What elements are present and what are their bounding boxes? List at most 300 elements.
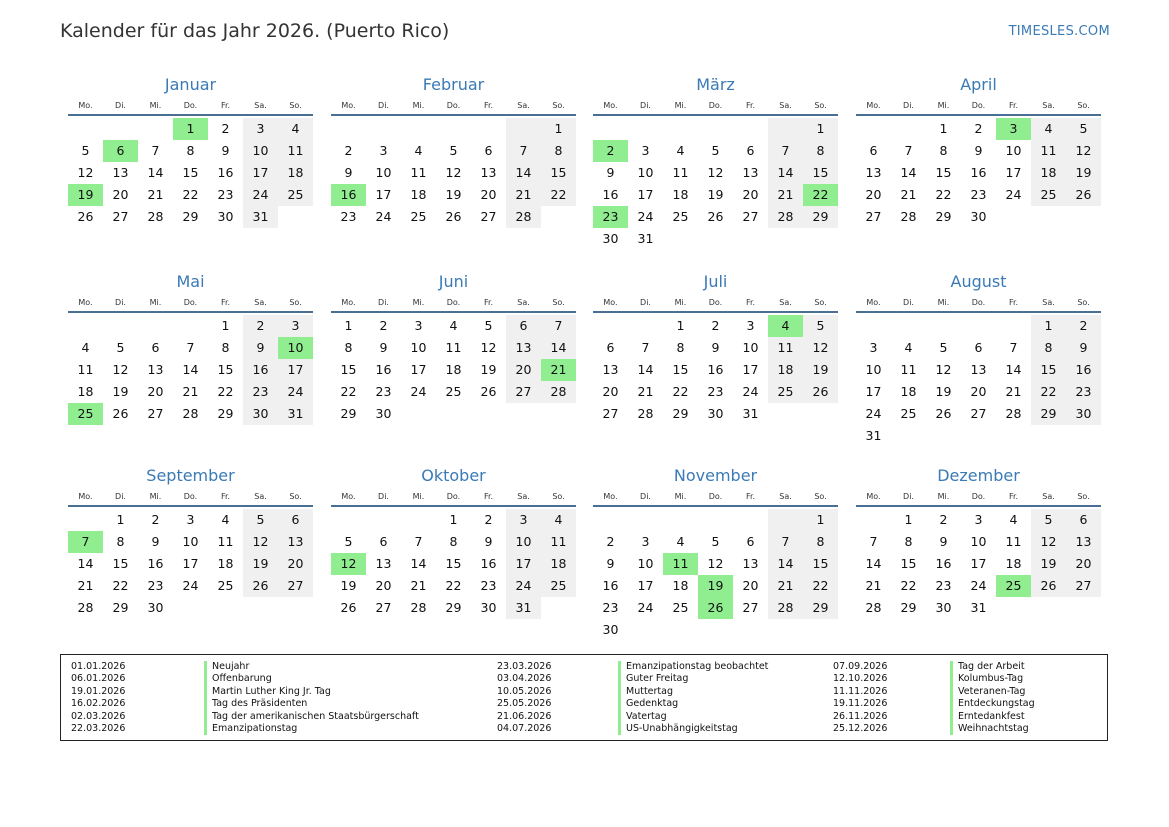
day-cell: 29 [803, 206, 838, 228]
empty-cell [1031, 425, 1066, 447]
day-cell: 19 [480, 362, 497, 377]
holiday-name: Erntedankfest [950, 711, 1035, 723]
empty-cell [856, 315, 891, 337]
day-cell: 10 [182, 534, 199, 549]
day-grid [331, 509, 576, 619]
day-cell: 20 [375, 578, 392, 593]
day-cell: 24 [637, 600, 654, 615]
empty-cell [68, 509, 103, 531]
day-cell: 20 [742, 578, 759, 593]
empty-cell [961, 315, 996, 337]
day-cell: 20 [602, 384, 619, 399]
weekday-label: So. [1077, 101, 1090, 110]
day-cell: 4 [414, 143, 423, 158]
weekday-label: Mo. [866, 492, 881, 501]
day-cell: 12 [1066, 140, 1101, 162]
holiday-date: 07.09.2026 [833, 661, 888, 672]
day-cell: 2 [484, 512, 493, 527]
weekday-label: Mi. [674, 492, 687, 501]
weekday-header [856, 97, 1101, 116]
weekday-label: So. [289, 101, 302, 110]
day-cell: 27 [970, 406, 987, 421]
day-cell: 11 [410, 165, 427, 180]
day-cell: 25 [996, 575, 1031, 597]
day-grid [593, 315, 838, 425]
day-cell: 13 [375, 556, 392, 571]
empty-cell [243, 597, 278, 619]
month-name: August [950, 272, 1007, 291]
holiday-name: Vatertag [618, 711, 768, 723]
empty-cell [436, 118, 471, 140]
day-cell: 14 [865, 556, 882, 571]
day-cell: 3 [641, 143, 650, 158]
weekday-label: Fr. [220, 101, 231, 110]
month-januar [68, 74, 313, 228]
day-cell: 23 [340, 209, 357, 224]
empty-cell [593, 118, 628, 140]
day-cell: 11 [768, 337, 803, 359]
weekday-label: Sa. [779, 298, 792, 307]
day-cell: 31 [865, 428, 882, 443]
day-cell: 1 [803, 118, 838, 140]
day-cell: 4 [449, 318, 458, 333]
holiday-name: Offenbarung [204, 673, 419, 685]
day-cell: 29 [900, 600, 917, 615]
holiday-names-col-1 [204, 661, 419, 735]
day-cell: 15 [445, 556, 462, 571]
day-cell: 29 [935, 209, 952, 224]
empty-cell [698, 509, 733, 531]
empty-cell [593, 509, 628, 531]
day-cell: 31 [970, 600, 987, 615]
day-cell: 8 [803, 140, 838, 162]
empty-cell [138, 118, 173, 140]
day-cell: 1 [116, 512, 125, 527]
day-cell: 10 [410, 340, 427, 355]
day-cell: 7 [506, 140, 541, 162]
empty-cell [768, 228, 803, 250]
weekday-header [331, 488, 576, 507]
empty-cell [891, 315, 926, 337]
weekday-label: Mo. [866, 101, 881, 110]
day-cell: 22 [900, 578, 917, 593]
weekday-label: Sa. [254, 101, 267, 110]
day-cell: 31 [278, 403, 313, 425]
day-cell: 16 [602, 187, 619, 202]
day-cell: 9 [1066, 337, 1101, 359]
day-cell: 9 [379, 340, 388, 355]
day-cell: 11 [672, 165, 689, 180]
day-cell: 21 [506, 184, 541, 206]
empty-cell [138, 315, 173, 337]
day-cell: 5 [243, 509, 278, 531]
weekday-label: Fr. [1008, 298, 1019, 307]
holiday-name: Emanzipationstag beobachtet [618, 661, 768, 673]
day-cell: 3 [506, 509, 541, 531]
weekday-label: Do. [708, 298, 723, 307]
day-cell: 3 [869, 340, 878, 355]
day-cell: 11 [1005, 534, 1022, 549]
day-cell: 7 [151, 143, 160, 158]
weekday-label: Do. [183, 101, 198, 110]
holiday-name: Muttertag [618, 686, 768, 698]
weekday-label: Di. [115, 492, 126, 501]
weekday-label: Do. [971, 298, 986, 307]
day-cell: 8 [541, 140, 576, 162]
day-cell: 12 [445, 165, 462, 180]
holiday-date: 21.06.2026 [497, 710, 552, 722]
holiday-names-col-2 [618, 661, 768, 735]
month-juli [593, 271, 838, 425]
day-cell: 3 [746, 318, 755, 333]
day-cell: 1 [541, 118, 576, 140]
day-cell: 10 [506, 531, 541, 553]
day-cell: 12 [112, 362, 129, 377]
day-grid [856, 118, 1101, 228]
day-cell: 12 [803, 337, 838, 359]
day-cell: 11 [541, 531, 576, 553]
holiday-date: 16.02.2026 [71, 698, 126, 710]
day-cell: 27 [480, 209, 497, 224]
day-cell: 26 [480, 384, 497, 399]
day-cell: 16 [480, 556, 497, 571]
day-cell: 7 [904, 143, 913, 158]
day-cell: 10 [375, 165, 392, 180]
day-cell: 26 [1066, 184, 1101, 206]
day-cell: 9 [243, 337, 278, 359]
holiday-date: 19.11.2026 [833, 698, 888, 710]
holiday-date: 10.05.2026 [497, 685, 552, 697]
weekday-header [68, 294, 313, 313]
day-cell: 31 [742, 406, 759, 421]
day-cell: 12 [707, 165, 724, 180]
empty-cell [996, 315, 1031, 337]
day-cell: 19 [1066, 162, 1101, 184]
day-cell: 14 [147, 165, 164, 180]
weekday-label: Sa. [517, 492, 530, 501]
day-cell: 17 [278, 359, 313, 381]
weekday-label: Do. [446, 298, 461, 307]
day-cell: 3 [996, 118, 1031, 140]
day-cell: 19 [112, 384, 129, 399]
day-cell: 14 [900, 165, 917, 180]
day-cell: 18 [672, 187, 689, 202]
empty-cell [891, 118, 926, 140]
empty-cell [663, 118, 698, 140]
day-cell: 26 [935, 406, 952, 421]
day-cell: 24 [506, 575, 541, 597]
empty-cell [698, 619, 733, 641]
day-cell: 10 [1005, 143, 1022, 158]
empty-cell [436, 403, 471, 425]
holiday-name: Martin Luther King Jr. Tag [204, 686, 419, 698]
holiday-legend [60, 654, 1108, 741]
day-cell: 12 [1031, 531, 1066, 553]
empty-cell [628, 619, 663, 641]
day-cell: 5 [344, 534, 353, 549]
weekday-label: Sa. [254, 298, 267, 307]
day-cell: 27 [865, 209, 882, 224]
day-cell: 6 [484, 143, 493, 158]
day-cell: 1 [803, 509, 838, 531]
day-cell: 21 [410, 578, 427, 593]
day-cell: 28 [182, 406, 199, 421]
day-cell: 30 [935, 600, 952, 615]
day-cell: 11 [1031, 140, 1066, 162]
day-cell: 30 [602, 231, 619, 246]
day-cell: 21 [77, 578, 94, 593]
holiday-date: 12.10.2026 [833, 673, 888, 685]
day-cell: 7 [541, 315, 576, 337]
day-cell: 18 [1005, 556, 1022, 571]
day-cell: 9 [606, 165, 615, 180]
day-cell: 9 [711, 340, 720, 355]
weekday-label: Fr. [1008, 101, 1019, 110]
weekday-label: Mi. [149, 298, 162, 307]
weekday-label: Di. [378, 298, 389, 307]
weekday-label: Mi. [937, 492, 950, 501]
day-cell: 4 [541, 509, 576, 531]
day-cell: 1 [449, 512, 458, 527]
day-cell: 14 [77, 556, 94, 571]
day-cell: 22 [935, 187, 952, 202]
weekday-label: Sa. [1042, 492, 1055, 501]
weekday-label: Sa. [517, 298, 530, 307]
day-cell: 19 [698, 575, 733, 597]
empty-cell [1066, 425, 1101, 447]
day-cell: 28 [865, 600, 882, 615]
day-cell: 3 [278, 315, 313, 337]
day-cell: 16 [707, 362, 724, 377]
empty-cell [768, 403, 803, 425]
day-cell: 29 [445, 600, 462, 615]
day-cell: 19 [445, 187, 462, 202]
empty-cell [996, 597, 1031, 619]
brand-logo-text[interactable]: TIMESLES.COM [1008, 24, 1110, 39]
holiday-date: 01.01.2026 [71, 661, 126, 672]
day-cell: 18 [541, 553, 576, 575]
weekday-label: Do. [183, 492, 198, 501]
weekday-label: Fr. [745, 101, 756, 110]
day-cell: 8 [344, 340, 353, 355]
day-cell: 5 [711, 143, 720, 158]
weekday-label: So. [1077, 492, 1090, 501]
day-cell: 23 [707, 384, 724, 399]
day-cell: 11 [663, 553, 698, 575]
day-cell: 14 [768, 553, 803, 575]
weekday-label: Sa. [779, 101, 792, 110]
day-cell: 10 [637, 165, 654, 180]
day-cell: 25 [541, 575, 576, 597]
day-cell: 26 [698, 597, 733, 619]
day-cell: 16 [375, 362, 392, 377]
day-cell: 12 [77, 165, 94, 180]
weekday-label: Mi. [149, 101, 162, 110]
empty-cell [593, 315, 628, 337]
weekday-label: So. [552, 101, 565, 110]
day-cell: 26 [1031, 575, 1066, 597]
empty-cell [733, 509, 768, 531]
day-cell: 23 [147, 578, 164, 593]
weekday-label: Di. [115, 101, 126, 110]
day-cell: 23 [217, 187, 234, 202]
weekday-label: Sa. [779, 492, 792, 501]
day-cell: 11 [445, 340, 462, 355]
weekday-label: Do. [446, 492, 461, 501]
day-cell: 25 [445, 384, 462, 399]
weekday-label: Fr. [745, 492, 756, 501]
day-cell: 2 [379, 318, 388, 333]
day-grid [68, 315, 313, 425]
day-cell: 19 [803, 359, 838, 381]
weekday-label: So. [814, 101, 827, 110]
day-cell: 15 [182, 165, 199, 180]
weekday-label: Sa. [517, 101, 530, 110]
weekday-label: Mo. [603, 101, 618, 110]
holiday-dates-col-1 [71, 661, 125, 735]
day-grid [68, 118, 313, 228]
day-cell: 2 [974, 121, 983, 136]
empty-cell [208, 597, 243, 619]
weekday-label: Mo. [341, 492, 356, 501]
day-cell: 15 [541, 162, 576, 184]
day-cell: 26 [77, 209, 94, 224]
day-cell: 8 [449, 534, 458, 549]
day-cell: 26 [707, 209, 724, 224]
day-cell: 17 [506, 553, 541, 575]
day-cell: 17 [970, 556, 987, 571]
weekday-header [856, 294, 1101, 313]
day-cell: 28 [506, 206, 541, 228]
holiday-name: Guter Freitag [618, 673, 768, 685]
day-cell: 28 [77, 600, 94, 615]
day-cell: 22 [112, 578, 129, 593]
holiday-name: Tag der Arbeit [950, 661, 1035, 673]
weekday-label: Fr. [220, 492, 231, 501]
day-cell: 2 [221, 121, 230, 136]
empty-cell [733, 228, 768, 250]
empty-cell [278, 597, 313, 619]
empty-cell [506, 118, 541, 140]
day-cell: 5 [803, 315, 838, 337]
empty-cell [331, 509, 366, 531]
day-cell: 4 [904, 340, 913, 355]
day-grid [68, 509, 313, 619]
day-cell: 16 [331, 184, 366, 206]
day-cell: 18 [217, 556, 234, 571]
empty-cell [366, 509, 401, 531]
day-cell: 5 [449, 143, 458, 158]
day-grid [331, 118, 576, 228]
day-cell: 3 [414, 318, 423, 333]
day-cell: 20 [742, 187, 759, 202]
empty-cell [698, 228, 733, 250]
day-cell: 21 [1005, 384, 1022, 399]
month-mai [68, 271, 313, 425]
day-cell: 15 [803, 553, 838, 575]
empty-cell [768, 619, 803, 641]
weekday-label: So. [814, 298, 827, 307]
day-cell: 2 [243, 315, 278, 337]
month-märz [593, 74, 838, 250]
day-cell: 28 [541, 381, 576, 403]
empty-cell [103, 118, 138, 140]
day-cell: 29 [803, 597, 838, 619]
day-cell: 16 [147, 556, 164, 571]
day-cell: 12 [935, 362, 952, 377]
day-cell: 26 [803, 381, 838, 403]
day-cell: 4 [1009, 512, 1018, 527]
empty-cell [401, 509, 436, 531]
day-cell: 30 [217, 209, 234, 224]
day-cell: 27 [278, 575, 313, 597]
weekday-label: Mo. [603, 298, 618, 307]
day-cell: 15 [217, 362, 234, 377]
day-cell: 13 [480, 165, 497, 180]
day-cell: 12 [707, 556, 724, 571]
day-cell: 1 [1031, 315, 1066, 337]
day-cell: 24 [243, 184, 278, 206]
day-cell: 6 [151, 340, 160, 355]
weekday-header [68, 488, 313, 507]
day-cell: 28 [1005, 406, 1022, 421]
weekday-label: Fr. [483, 298, 494, 307]
day-cell: 18 [278, 162, 313, 184]
day-cell: 17 [637, 578, 654, 593]
day-cell: 22 [182, 187, 199, 202]
empty-cell [331, 118, 366, 140]
weekday-label: Do. [971, 101, 986, 110]
day-cell: 15 [340, 362, 357, 377]
day-cell: 4 [768, 315, 803, 337]
weekday-label: Mo. [341, 101, 356, 110]
day-cell: 3 [379, 143, 388, 158]
day-cell: 23 [1066, 381, 1101, 403]
weekday-label: Do. [708, 492, 723, 501]
month-november [593, 465, 838, 641]
day-cell: 29 [182, 209, 199, 224]
empty-cell [803, 403, 838, 425]
month-oktober [331, 465, 576, 619]
day-cell: 7 [768, 531, 803, 553]
day-cell: 24 [182, 578, 199, 593]
day-cell: 14 [410, 556, 427, 571]
day-cell: 12 [243, 531, 278, 553]
day-cell: 23 [593, 206, 628, 228]
day-cell: 9 [939, 534, 948, 549]
day-grid [593, 509, 838, 641]
weekday-label: Di. [903, 492, 914, 501]
day-cell: 7 [869, 534, 878, 549]
day-cell: 17 [742, 362, 759, 377]
empty-cell [856, 509, 891, 531]
day-cell: 8 [904, 534, 913, 549]
day-cell: 19 [68, 184, 103, 206]
holiday-name: Entdeckungstag [950, 698, 1035, 710]
holiday-date: 25.05.2026 [497, 698, 552, 710]
day-cell: 13 [742, 165, 759, 180]
empty-cell [663, 619, 698, 641]
day-cell: 4 [676, 143, 685, 158]
day-cell: 6 [506, 315, 541, 337]
day-cell: 24 [637, 209, 654, 224]
day-cell: 18 [410, 187, 427, 202]
empty-cell [103, 315, 138, 337]
day-cell: 23 [375, 384, 392, 399]
day-cell: 8 [186, 143, 195, 158]
day-cell: 14 [506, 162, 541, 184]
empty-cell [803, 228, 838, 250]
